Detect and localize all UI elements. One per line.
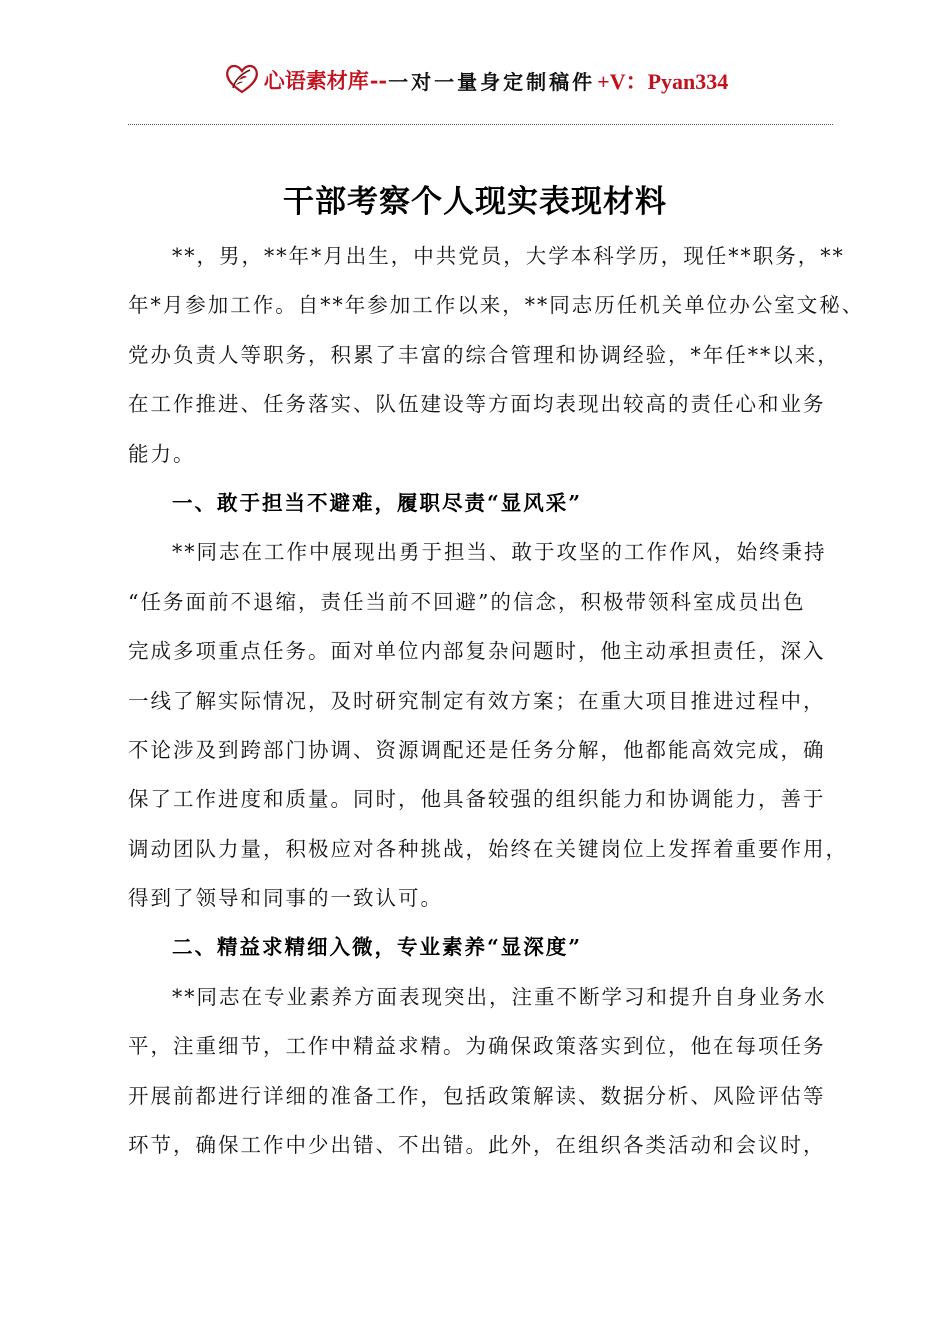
document-title: 干部考察个人现实表现材料 [283,184,667,220]
header-divider [128,124,833,125]
brand-name: 心语素材库 [263,68,369,93]
paragraph-line: 完成多项重点任务。面对单位内部复杂问题时，他主动承担责任，深入 [128,639,826,664]
section-heading-1: 一、敢于担当不避难，履职尽责“显风采” [172,490,583,515]
paragraph-line: 开展前都进行详细的准备工作，包括政策解读、数据分析、风险评估等 [128,1083,826,1108]
paragraph-line: **，男，**年*月出生，中共党员，大学本科学历，现任**职务，** [172,244,845,268]
paragraph-line: 能力。 [128,441,196,466]
paragraph-line: “任务面前不退缩，责任当前不回避”的信念，积极带领科室成员出色 [128,589,806,614]
paragraph-line: 不论涉及到跨部门协调、资源调配还是任务分解，他都能高效完成，确 [128,737,826,762]
paragraph-line: 调动团队力量，积极应对各种挑战，始终在关键岗位上发挥着重要作用， [128,836,848,861]
section-heading-2: 二、精益求精细入微，专业素养“显深度” [172,935,583,960]
paragraph-line: 环节，确保工作中少出错、不出错。此外，在组织各类活动和会议时， [128,1133,826,1158]
paragraph-line: **同志在工作中展现出勇于担当、敢于攻坚的工作作风，始终秉持 [172,540,827,565]
page-header [0,58,950,102]
paragraph-line: **同志在专业素养方面表现突出，注重不断学习和提升自身业务水 [172,984,827,1009]
paragraph-line: 党办负责人等职务，积累了丰富的综合管理和协调经验，*年任**以来， [128,342,840,367]
paragraph-line: 一线了解实际情况，及时研究制定有效方案；在重大项目推进过程中， [128,688,826,713]
heart-leaf-logo-icon [222,58,262,98]
paragraph-line: 保了工作进度和质量。同时，他具备较强的组织能力和协调能力，善于 [128,787,826,812]
paragraph-line: 在工作推进、任务落实、队伍建设等方面均表现出较高的责任心和业务 [128,392,826,417]
paragraph-line: 得到了领导和同事的一致认可。 [128,886,443,911]
paragraph-line: 年*月参加工作。自**年参加工作以来，**同志历任机关单位办公室文秘、 [128,293,865,318]
brand-separator: -- [369,67,388,93]
brand-contact: +V：Pyan334 [597,68,729,94]
document-body [128,232,865,1170]
brand-slogan: 一对一量身定制稿件 [388,69,596,94]
paragraph-line: 平，注重细节，工作中精益求精。为确保政策落实到位，他在每项任务 [128,1034,826,1059]
